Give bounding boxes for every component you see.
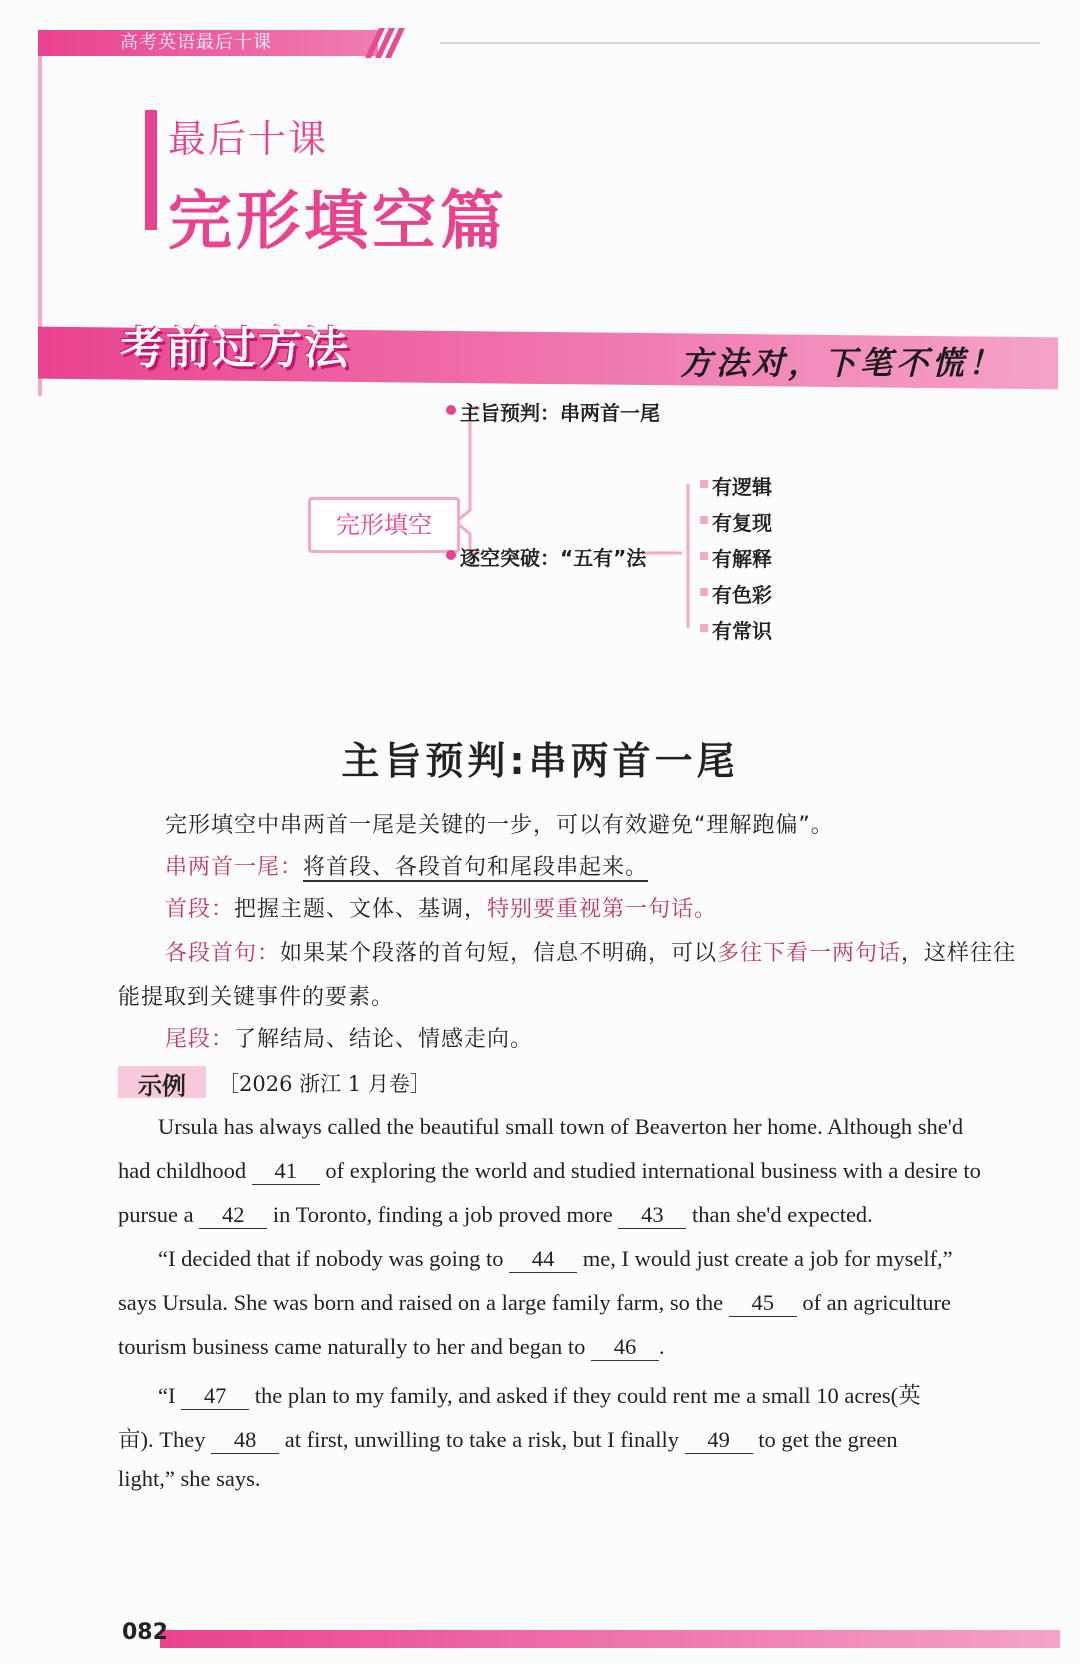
method-label: 首段： — [165, 897, 235, 922]
method-line-1 — [165, 850, 648, 881]
method-emphasis: 多往下看一两句话 — [717, 941, 902, 966]
page-number: 082 — [122, 1620, 168, 1645]
section-heading: 主旨预判:串两首一尾 — [341, 739, 739, 783]
blank-43: 43 — [618, 1202, 686, 1229]
method-line-2 — [165, 892, 717, 923]
series-title: 高考英语最后十课 — [120, 32, 272, 53]
passage-line: tourism business came naturally to her and began to 46 . — [118, 1334, 665, 1359]
example-source: ［2026 浙江 1 月卷］ — [218, 1072, 431, 1096]
passage-line: had childhood 41 of exploring the world and studied international business with a desire to — [118, 1158, 981, 1183]
example-label: 示例 — [138, 1072, 186, 1100]
bullet-square-icon — [700, 552, 708, 560]
title-accent-bar — [145, 110, 157, 230]
blank-48: 48 — [211, 1427, 279, 1454]
passage-line: says Ursula. She was born and raised on a large family farm, so the 45 of an agriculture — [118, 1290, 951, 1315]
method-text: ，这样往往 — [901, 941, 1017, 966]
method-text: 了解结局、结论、情感走向。 — [234, 1027, 534, 1052]
method-line-3 — [165, 936, 1016, 967]
blank-44: 44 — [509, 1246, 577, 1273]
method-line-4 — [165, 1022, 533, 1053]
bullet-dot-icon — [446, 550, 456, 560]
bullet-square-icon — [700, 588, 708, 596]
method-text: 如果某个段落的首句短，信息不明确，可以 — [280, 941, 718, 966]
bullet-square-icon — [700, 516, 708, 524]
mindmap-item: 有逻辑 — [712, 475, 772, 499]
mindmap-branch-2: 逐空突破：“五有”法 — [460, 546, 647, 570]
method-line-3-continued: 能提取到关键事件的要素。 — [118, 985, 395, 1010]
blank-41: 41 — [252, 1158, 320, 1185]
method-label: 各段首句： — [165, 941, 281, 966]
method-label: 串两首一尾： — [165, 855, 304, 880]
mindmap-item: 有常识 — [712, 619, 772, 643]
method-emphasis: 特别要重视第一句话。 — [487, 897, 718, 922]
blank-47: 47 — [181, 1383, 249, 1410]
blank-45: 45 — [729, 1290, 797, 1317]
section-band-slogan: 方法对，下笔不慌！ — [680, 344, 1005, 382]
method-text: 把握主题、文体、基调， — [234, 897, 488, 922]
method-label: 尾段： — [165, 1027, 235, 1052]
footer-band — [160, 1630, 1060, 1648]
mindmap-branch-1: 主旨预判：串两首一尾 — [460, 401, 660, 425]
blank-42: 42 — [199, 1202, 267, 1229]
section-band-title: 考前过方法 — [120, 323, 350, 374]
chapter-title: 完形填空篇 — [168, 185, 508, 259]
header-rule — [440, 42, 1040, 44]
passage-line: Ursula has always called the beautiful small town of Beaverton her home. Although she'd — [158, 1114, 964, 1139]
method-text: 将首段、各段首句和尾段串起来。 — [303, 855, 649, 880]
blank-49: 49 — [685, 1427, 753, 1454]
bullet-square-icon — [700, 480, 708, 488]
mindmap-item: 有复现 — [712, 511, 772, 535]
mindmap-connectors — [420, 400, 720, 650]
bullet-dot-icon — [446, 405, 456, 415]
mindmap-center-label: 完形填空 — [336, 511, 432, 539]
passage-line: 亩). They 48 at first, unwilling to take a risk, but I finally 49 to get the green — [118, 1427, 898, 1452]
passage-line: “I decided that if nobody was going to 44 me, I would just create a job for myself,” — [158, 1246, 953, 1271]
lesson-title: 最后十课 — [168, 117, 329, 161]
intro-paragraph: 完形填空中串两首一尾是关键的一步，可以有效避免“理解跑偏”。 — [165, 813, 834, 838]
passage-line: pursue a 42 in Toronto, finding a job proved more 43 than she'd expected. — [118, 1202, 873, 1227]
passage-line: “I 47 the plan to my family, and asked if they could rent me a small 10 acres(英 — [158, 1383, 921, 1408]
mindmap-center — [308, 497, 460, 553]
mindmap-item: 有色彩 — [712, 583, 772, 607]
blank-46: 46 — [591, 1334, 659, 1361]
series-header-band — [38, 30, 378, 56]
mindmap-item: 有解释 — [712, 547, 772, 571]
passage-line: light,” she says. — [118, 1466, 261, 1491]
bullet-square-icon — [700, 624, 708, 632]
